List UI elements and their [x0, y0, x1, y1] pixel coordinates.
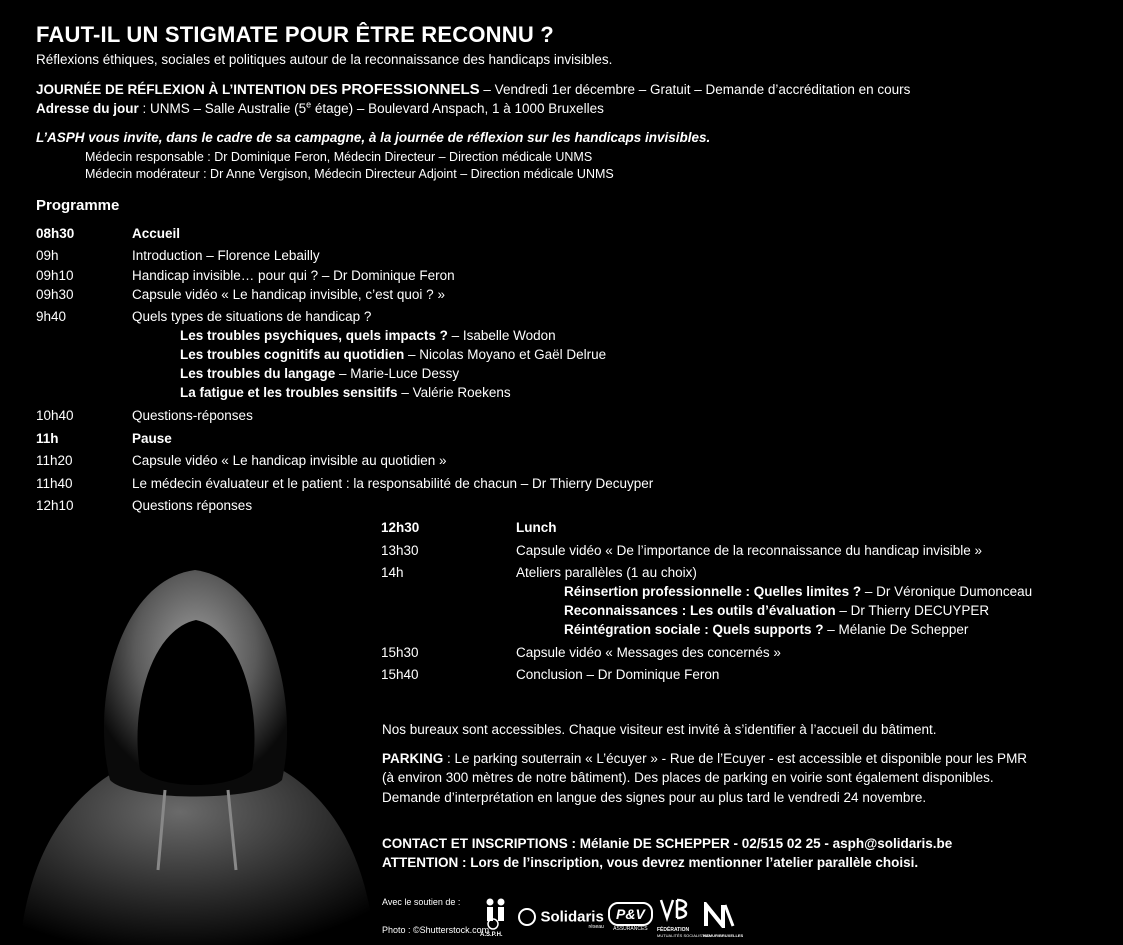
support-label: Avec le soutien de :: [382, 897, 461, 907]
schedule-time: 12h10: [36, 498, 74, 513]
schedule-time: 11h20: [36, 453, 73, 468]
parking-line2: (à environ 300 mètres de notre bâtiment). Des places de parking en voirie sont également disponibles.: [382, 770, 994, 785]
schedule-activity: Questions-réponses: [132, 408, 253, 423]
schedule-activity: Capsule vidéo « Messages des concernés »: [516, 645, 781, 660]
federation-icon: [657, 898, 691, 922]
namur-logo: [703, 902, 743, 938]
schedule-time: 12h30: [381, 520, 420, 535]
schedule-activity: Pause: [132, 431, 172, 446]
subtopic-item: La fatigue et les troubles sensitifs – Valérie Roekens: [180, 385, 511, 400]
address-post: étage) – Boulevard Anspach, 1 à 1000 Bruxelles: [311, 101, 604, 116]
schedule-activity: Handicap invisible… pour qui ? – Dr Dominique Feron: [132, 268, 455, 283]
workshop-item: Reconnaissances : Les outils d’évaluation – Dr Thierry DECUYPER: [564, 603, 990, 618]
page-title: FAUT-IL UN STIGMATE POUR ÊTRE RECONNU ?: [36, 22, 554, 47]
schedule-time: 14h: [381, 565, 404, 580]
parking-label: PARKING: [382, 751, 444, 766]
parking-line1: : Le parking souterrain « L’écuyer » - Rue de l’Ecuyer - est accessible et disponible pour les PMR: [443, 751, 1028, 766]
schedule-activity: Capsule vidéo « De l’importance de la reconnaissance du handicap invisible »: [516, 543, 983, 558]
federation-logo: [657, 898, 710, 938]
solidaris-icon: [518, 908, 536, 926]
schedule-time: 15h30: [381, 645, 419, 660]
programme-heading: Programme: [36, 197, 120, 214]
subtopic-item: Les troubles cognitifs au quotidien – Nicolas Moyano et Gaël Delrue: [180, 347, 607, 362]
event-address: [36, 101, 604, 116]
parking-info: [382, 751, 1027, 766]
pv-sub: ASSURANCES: [613, 926, 648, 932]
schedule-time: 15h40: [381, 667, 419, 682]
event-details: – Vendredi 1er décembre – Gratuit – Demande d’accréditation en cours: [479, 82, 911, 97]
workshop-item: Réintégration sociale : Quels supports ? – Mélanie De Schepper: [564, 622, 969, 637]
solidaris-logo: [518, 908, 604, 930]
schedule-time: 11h: [36, 431, 59, 446]
photo-credit: Photo : ©Shutterstock.com: [382, 925, 490, 935]
subtopic-item: Les troubles du langage – Marie-Luce Dessy: [180, 366, 460, 381]
schedule-activity: Introduction – Florence Lebailly: [132, 248, 320, 263]
page-subtitle: Réflexions éthiques, sociales et politiques autour de la reconnaissance des handicaps invisibles.: [36, 52, 613, 67]
event-professionals: PROFESSIONNELS: [341, 81, 480, 98]
schedule-activity: Capsule vidéo « Le handicap invisible, c’est quoi ? »: [132, 287, 445, 302]
pv-logo: [608, 902, 653, 932]
asph-logo: [480, 896, 510, 939]
hooded-figure-photo: [0, 540, 380, 945]
medecin-responsable: Médecin responsable : Dr Dominique Feron, Médecin Directeur – Direction médicale UNMS: [85, 150, 593, 164]
address-sup: e: [306, 99, 312, 110]
n-icon: [703, 902, 735, 928]
event-line: [36, 81, 910, 98]
schedule-time: 09h10: [36, 268, 74, 283]
schedule-time: 10h40: [36, 408, 74, 423]
asph-label: A.S.P.H.: [480, 932, 503, 938]
asph-icon: [480, 896, 510, 934]
schedule-time: 11h40: [36, 476, 73, 491]
event-title: JOURNÉE DE RÉFLEXION À L’INTENTION DES: [36, 82, 338, 97]
schedule-activity: Conclusion – Dr Dominique Feron: [516, 667, 720, 682]
namur-sub: NAMUR/BRUXELLES: [703, 933, 744, 938]
schedule-activity: Quels types de situations de handicap ?: [132, 309, 372, 324]
schedule-time: 13h30: [381, 543, 419, 558]
solidaris-label: Solidaris: [540, 908, 604, 926]
federation-sub: MUTUALITÉS SOCIALISTES: [657, 933, 710, 938]
federation-label: FÉDÉRATION: [657, 927, 690, 933]
schedule-activity: Accueil: [132, 226, 181, 241]
schedule-activity: Lunch: [516, 520, 557, 535]
schedule-time: 9h40: [36, 309, 67, 324]
address-pre: : UNMS – Salle Australie (5: [138, 101, 307, 116]
solidaris-sub: réseau: [588, 924, 604, 931]
schedule-activity: Capsule vidéo « Le handicap invisible au quotidien »: [132, 453, 447, 468]
sign-language-info: Demande d’interprétation en langue des signes pour au plus tard le vendredi 24 novembre.: [382, 790, 927, 805]
schedule-time: 09h: [36, 248, 59, 263]
pv-label: P&V: [608, 902, 653, 926]
access-info: Nos bureaux sont accessibles. Chaque visiteur est invité à s’identifier à l’accueil du bâtiment.: [382, 722, 937, 737]
schedule-time: 08h30: [36, 226, 75, 241]
subtopic-item: Les troubles psychiques, quels impacts ? – Isabelle Wodon: [180, 328, 556, 343]
schedule-activity: Ateliers parallèles (1 au choix): [516, 565, 697, 580]
address-label: Adresse du jour: [36, 101, 139, 116]
medecin-moderateur: Médecin modérateur : Dr Anne Vergison, Médecin Directeur Adjoint – Direction médicale UNMS: [85, 167, 614, 181]
schedule-activity: Le médecin évaluateur et le patient : la responsabilité de chacun – Dr Thierry Decuyper: [132, 476, 654, 491]
schedule-time: 09h30: [36, 287, 74, 302]
attention-info: ATTENTION : Lors de l’inscription, vous devrez mentionner l’atelier parallèle choisi.: [382, 855, 919, 870]
contact-info: CONTACT ET INSCRIPTIONS : Mélanie DE SCHEPPER - 02/515 02 25 - asph@solidaris.be: [382, 836, 953, 851]
workshop-item: Réinsertion professionnelle : Quelles limites ? – Dr Véronique Dumonceau: [564, 584, 1033, 599]
schedule-activity: Questions réponses: [132, 498, 253, 513]
invite-text: L’ASPH vous invite, dans le cadre de sa campagne, à la journée de réflexion sur les handicaps invisibles.: [36, 130, 711, 145]
